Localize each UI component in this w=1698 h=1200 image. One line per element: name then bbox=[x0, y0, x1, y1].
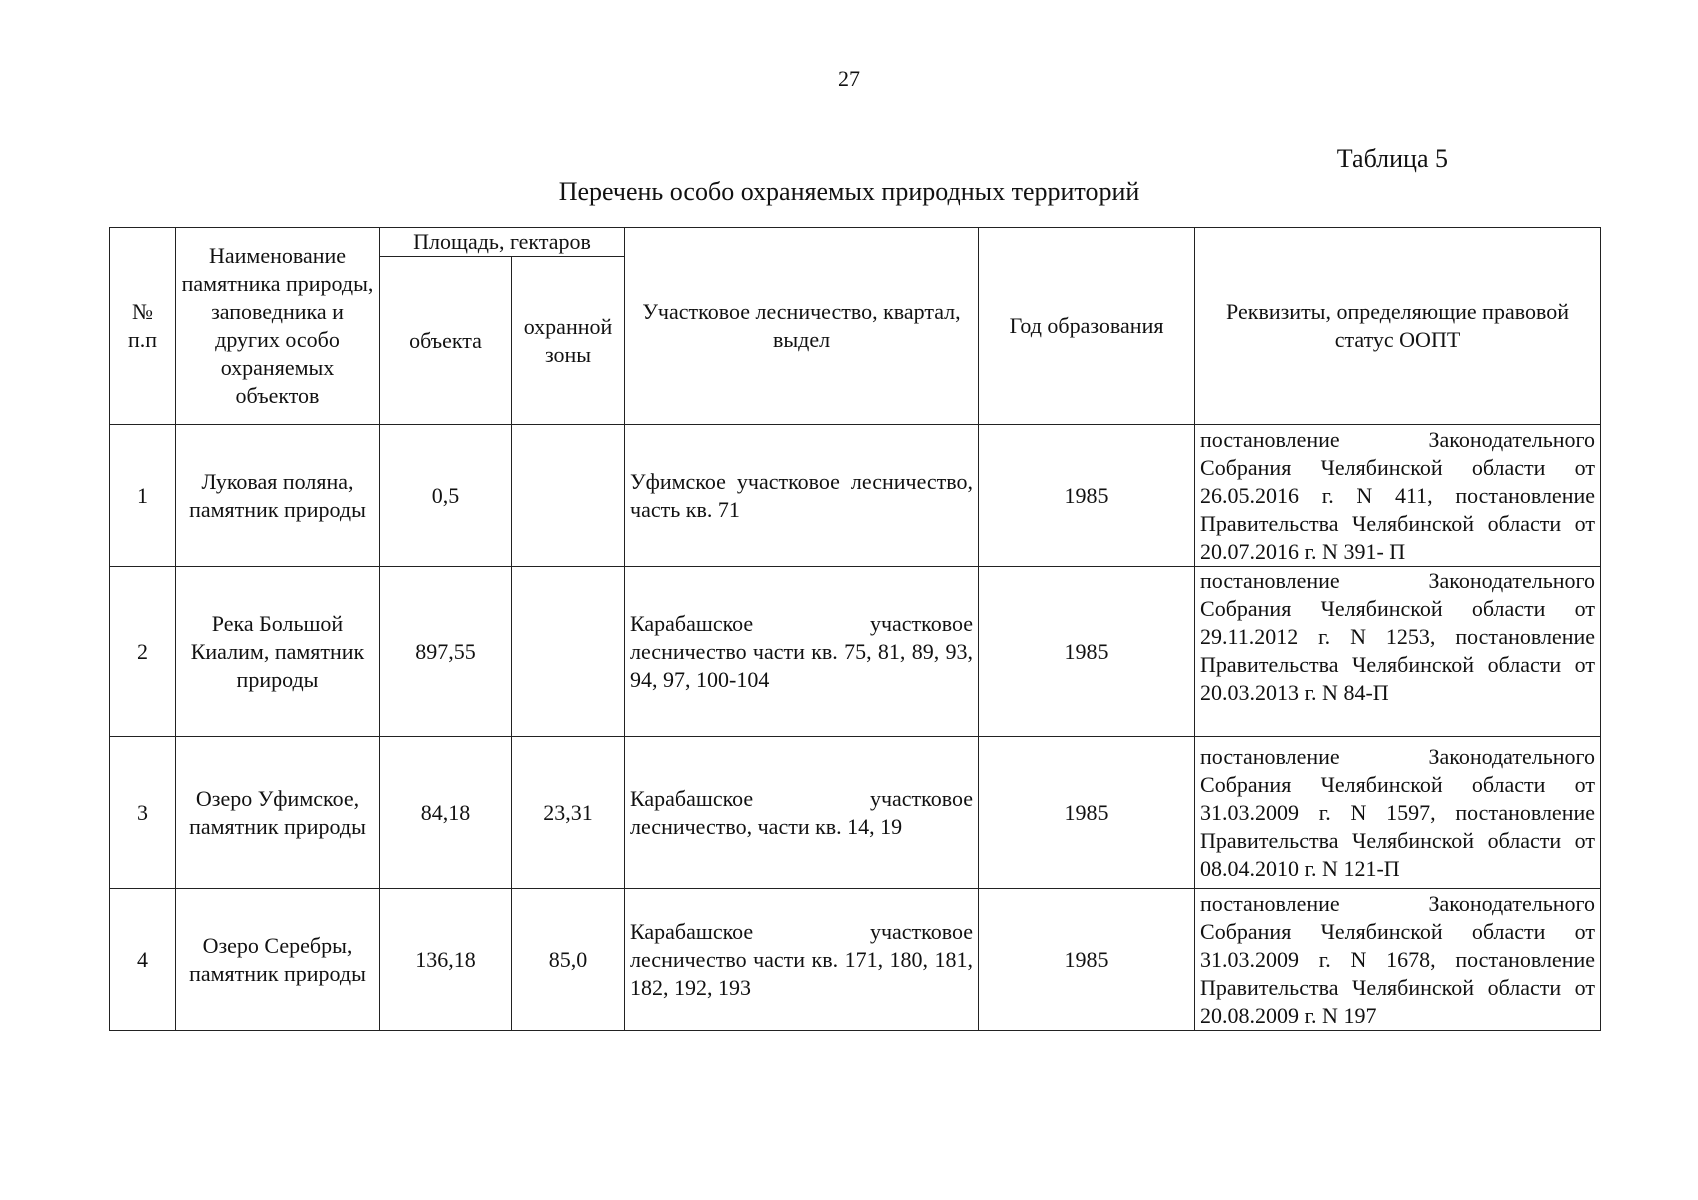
row-num: 2 bbox=[110, 567, 176, 737]
header-area-object: объекта bbox=[380, 257, 512, 425]
row-legal: постановление Законодательного Собрания Челябинской области от 29.11.2012 г. N 1253, постановление Правительства Челябинской области от 20.03.2013 г. N 84-П bbox=[1195, 567, 1601, 737]
table-row bbox=[110, 889, 1601, 1031]
row-name: Озеро Уфимское, памятник природы bbox=[176, 737, 380, 889]
row-forestry: Уфимское участковое лесничество, часть кв. 71 bbox=[625, 425, 979, 567]
table-row bbox=[110, 425, 1601, 567]
row-num: 1 bbox=[110, 425, 176, 567]
row-name: Луковая поляна, памятник природы bbox=[176, 425, 380, 567]
table-title: Перечень особо охраняемых природных территорий bbox=[558, 177, 1140, 206]
table-label: Таблица 5 bbox=[1336, 144, 1448, 173]
header-num: № п.п bbox=[110, 228, 176, 425]
row-area-object: 897,55 bbox=[380, 567, 512, 737]
row-forestry: Карабашское участковое лесничество части кв. 75, 81, 89, 93, 94, 97, 100-104 bbox=[625, 567, 979, 737]
row-area-zone: 23,31 bbox=[512, 737, 625, 889]
header-area: Площадь, гектаров bbox=[380, 228, 625, 257]
row-name: Озеро Серебры, памятник природы bbox=[176, 889, 380, 1031]
row-area-zone bbox=[512, 567, 625, 737]
row-num: 3 bbox=[110, 737, 176, 889]
row-area-zone bbox=[512, 425, 625, 567]
page-number: 27 bbox=[838, 66, 860, 91]
row-year: 1985 bbox=[979, 567, 1195, 737]
row-area-zone: 85,0 bbox=[512, 889, 625, 1031]
row-legal: постановление Законодательного Собрания Челябинской области от 31.03.2009 г. N 1678, постановление Правительства Челябинской области от 20.08.2009 г. N 197 bbox=[1195, 889, 1601, 1031]
table-row bbox=[110, 567, 1601, 737]
header-name: Наименование памятника природы, заповедника и других особо охраняемых объектов bbox=[176, 228, 380, 425]
row-area-object: 84,18 bbox=[380, 737, 512, 889]
row-area-object: 0,5 bbox=[380, 425, 512, 567]
row-year: 1985 bbox=[979, 737, 1195, 889]
row-name: Река Большой Киалим, памятник природы bbox=[176, 567, 380, 737]
header-legal: Реквизиты, определяющие правовой статус ООПТ bbox=[1195, 228, 1601, 425]
header-year: Год образования bbox=[979, 228, 1195, 425]
oopt-table bbox=[109, 227, 1601, 1031]
row-year: 1985 bbox=[979, 889, 1195, 1031]
table-row bbox=[110, 737, 1601, 889]
row-forestry: Карабашское участковое лесничество, части кв. 14, 19 bbox=[625, 737, 979, 889]
row-area-object: 136,18 bbox=[380, 889, 512, 1031]
header-area-zone: охранной зоны bbox=[512, 257, 625, 425]
row-forestry: Карабашское участковое лесничество части кв. 171, 180, 181, 182, 192, 193 bbox=[625, 889, 979, 1031]
row-num: 4 bbox=[110, 889, 176, 1031]
row-legal: постановление Законодательного Собрания Челябинской области от 31.03.2009 г. N 1597, постановление Правительства Челябинской области от 08.04.2010 г. N 121-П bbox=[1195, 737, 1601, 889]
row-year: 1985 bbox=[979, 425, 1195, 567]
header-forestry: Участковое лесничество, квартал, выдел bbox=[625, 228, 979, 425]
row-legal: постановление Законодательного Собрания Челябинской области от 26.05.2016 г. N 411, постановление Правительства Челябинской области от 20.07.2016 г. N 391- П bbox=[1195, 425, 1601, 567]
